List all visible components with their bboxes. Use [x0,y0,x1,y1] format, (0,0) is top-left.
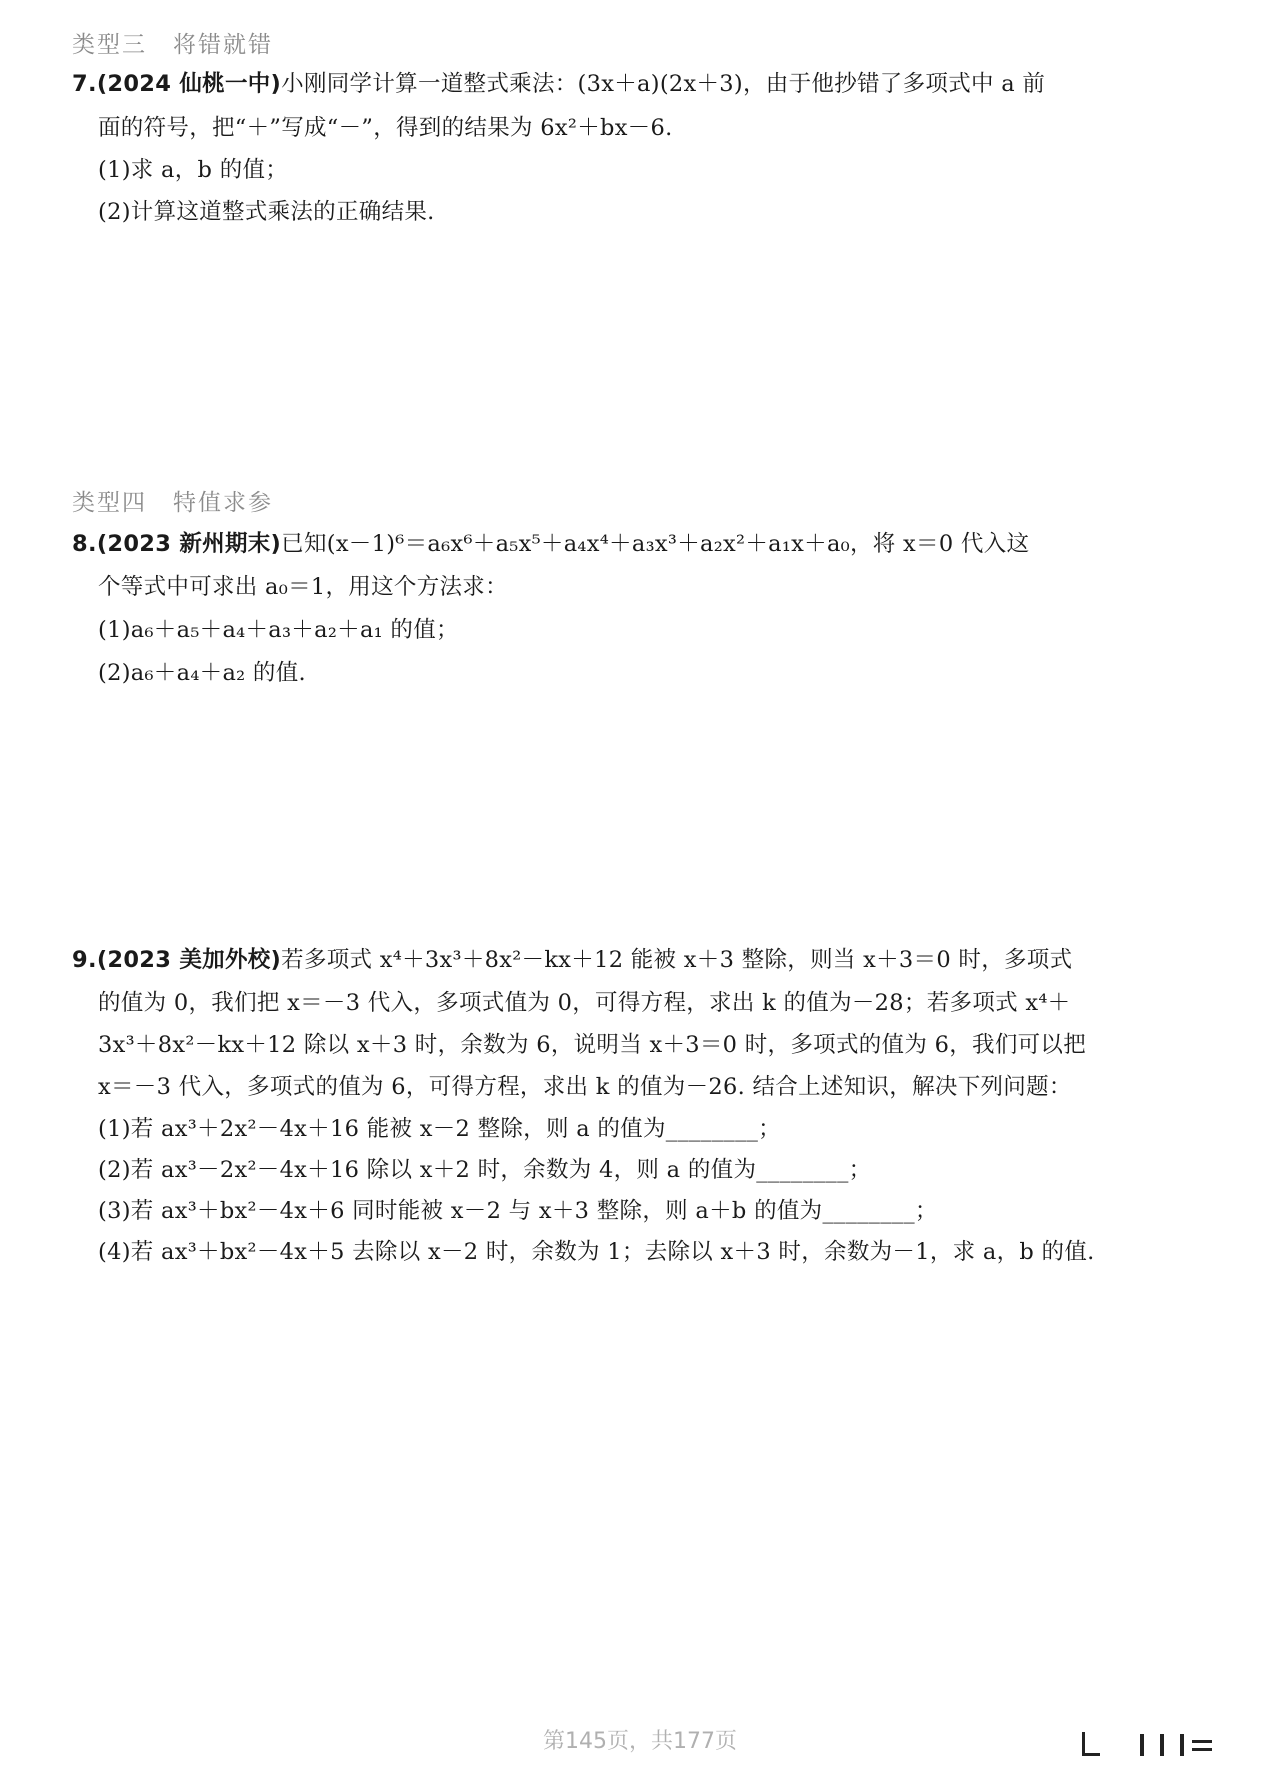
question-7-line-1 [72,66,1045,98]
question-9-part-4: (4)若 ax³＋bx²－4x＋5 去除以 x－2 时，余数为 1；去除以 x＋3 时，余数为－1，求 a，b 的值. [98,1239,1095,1265]
question-number: 9. [72,947,97,973]
section-label: 类型三 [72,32,147,58]
question-8-line-1 [72,526,1029,558]
question-9-line-4: x＝－3 代入，多项式的值为 6，可得方程，求出 k 的值为－26. 结合上述知识，解决下列问题： [98,1074,1072,1100]
question-source: (2024 仙桃一中) [96,71,282,97]
question-7-part-2: (2)计算这道整式乘法的正确结果. [98,199,435,225]
question-text: 若多项式 x⁴＋3x³＋8x²－kx＋12 能被 x＋3 整除，则当 x＋3＝0 时，多项式 [281,947,1073,973]
question-9-line-2: 的值为 0，我们把 x＝－3 代入，多项式值为 0，可得方程，求出 k 的值为－28；若多项式 x⁴＋ [98,990,1071,1016]
section-title: 将错就错 [173,32,273,58]
question-text: 已知(x－1)⁶＝a₆x⁶＋a₅x⁵＋a₄x⁴＋a₃x³＋a₂x²＋a₁x＋a₀，将 x＝0 代入这 [281,531,1030,557]
section-heading-type3 [72,26,273,59]
question-8-part-2: (2)a₆＋a₄＋a₂ 的值. [98,660,306,686]
question-9-line-3: 3x³＋8x²－kx＋12 除以 x＋3 时，余数为 6，说明当 x＋3＝0 时，多项式的值为 6，我们可以把 [98,1032,1087,1058]
question-source: (2023 新州期末) [96,531,282,557]
question-9-line-1 [72,942,1072,974]
question-9-part-3: (3)若 ax³＋bx²－4x＋6 同时能被 x－2 与 x＋3 整除，则 a＋b 的值为________； [98,1198,938,1224]
question-source: (2023 美加外校) [96,947,282,973]
question-8-part-1: (1)a₆＋a₅＋a₄＋a₃＋a₂＋a₁ 的值； [98,617,459,643]
section-heading-type4 [72,484,273,517]
question-8-line-2: 个等式中可求出 a₀＝1，用这个方法求： [98,574,508,600]
section-label: 类型四 [72,490,147,516]
question-7-line-2: 面的符号，把“＋”写成“－”，得到的结果为 6x²＋bx－6. [98,115,673,141]
question-7-part-1: (1)求 a，b 的值； [98,157,289,183]
question-number: 8. [72,531,97,557]
question-number: 7. [72,71,97,97]
question-text: 小刚同学计算一道整式乘法：(3x＋a)(2x＋3)，由于他抄错了多项式中 a 前 [281,71,1046,97]
section-title: 特值求参 [173,490,273,516]
question-9-part-2: (2)若 ax³－2x²－4x＋16 除以 x＋2 时，余数为 4，则 a 的值为________； [98,1157,872,1183]
question-9-part-1: (1)若 ax³＋2x²－4x＋16 能被 x－2 整除，则 a 的值为________； [98,1116,781,1142]
page-indicator: 第145页，共177页 [543,1729,737,1754]
scan-corner-marks [1080,1730,1220,1760]
